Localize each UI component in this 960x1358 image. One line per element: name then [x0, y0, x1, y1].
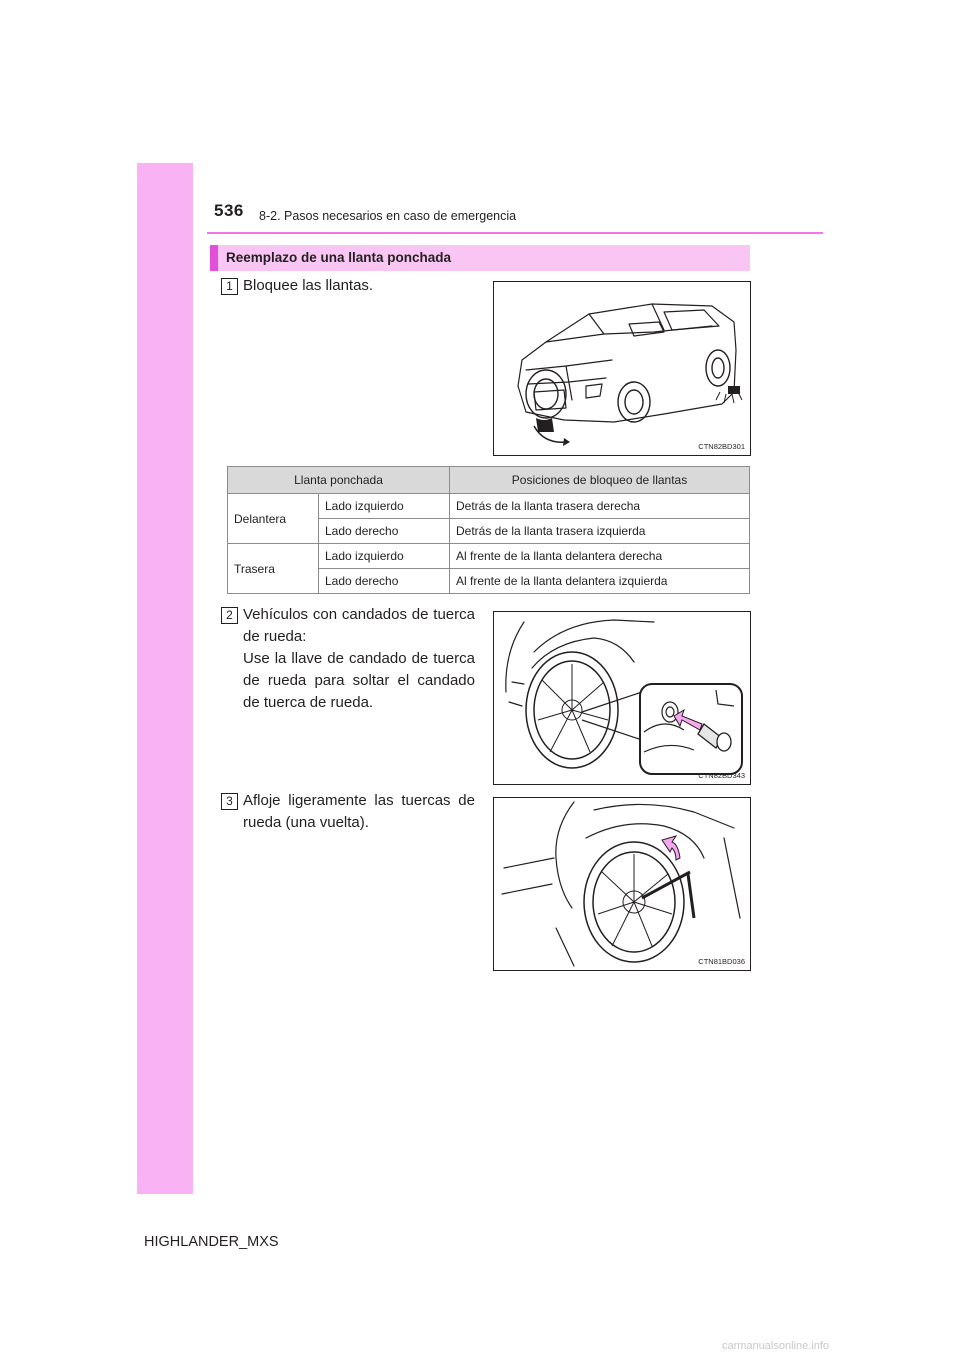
table-header-flat-tire: Llanta ponchada: [228, 467, 450, 494]
figure-wheel-lock-key: [493, 611, 751, 785]
step-1-text: Bloquee las llantas.: [243, 277, 374, 294]
table-header-lock-positions: Posiciones de bloqueo de llantas: [450, 467, 750, 494]
figure-loosen-nuts: [493, 797, 751, 971]
step-3-text: Afloje ligeramente las tuercas de rueda (una vuelta).: [243, 792, 475, 831]
page-number: 536: [214, 201, 244, 220]
step-2-instruction: Use la llave de candado de tuerca de rueda para soltar el candado de tuerca de rueda.: [243, 650, 475, 711]
figure-chock-wheels: [493, 281, 751, 456]
section-title: 8-2. Pasos necesarios en caso de emergencia: [259, 209, 517, 223]
banner-title: Reemplazo de una llanta ponchada: [226, 250, 452, 265]
figure-code: CTN81BD036: [698, 957, 745, 966]
table-cell-side: Lado izquierdo: [319, 494, 450, 519]
table-cell-position: Detrás de la llanta trasera derecha: [450, 494, 750, 519]
suv-illustration: [494, 282, 750, 455]
step-2-condition: Vehículos con candados de tuerca de rueda:: [243, 606, 475, 645]
header-rule: [207, 232, 823, 234]
table-cell-side: Lado derecho: [319, 519, 450, 544]
lug-wrench-illustration: [494, 798, 750, 970]
table-group-label: Delantera: [228, 494, 319, 544]
table-cell-position: Al frente de la llanta delantera izquierda: [450, 569, 750, 594]
step-2-text: [243, 604, 475, 714]
model-footer: HIGHLANDER_MXS: [144, 1234, 279, 1250]
banner-marker: [210, 245, 218, 271]
table-header-row: [228, 467, 750, 494]
table-cell-position: Detrás de la llanta trasera izquierda: [450, 519, 750, 544]
table-cell-position: Al frente de la llanta delantera derecha: [450, 544, 750, 569]
step-number-2: 2: [221, 607, 238, 624]
table-group-label: Trasera: [228, 544, 319, 594]
wheel-lock-table: [227, 466, 750, 594]
section-banner: [210, 245, 750, 271]
watermark: carmanualsonline.info: [722, 1340, 830, 1352]
step-number-3: 3: [221, 793, 238, 810]
table-cell-side: Lado derecho: [319, 569, 450, 594]
wheel-lock-illustration: [494, 612, 750, 784]
sidebar-tab: [137, 163, 193, 1194]
figure-code: CTN82BD301: [698, 442, 745, 451]
table-cell-side: Lado izquierdo: [319, 544, 450, 569]
table-row: [228, 544, 750, 569]
table-row: [228, 494, 750, 519]
figure-code: CTN82BD343: [698, 771, 745, 780]
step-number-1: 1: [221, 278, 238, 295]
